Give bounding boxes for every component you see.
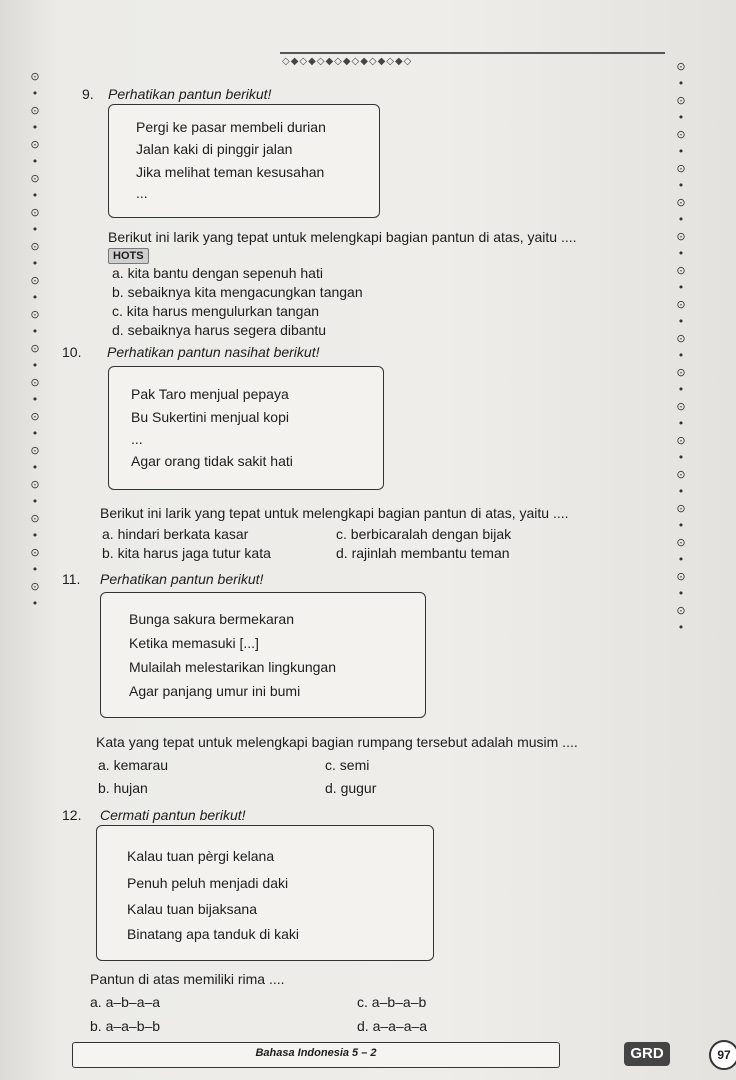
- q9-question: Berikut ini larik yang tepat untuk melengkapi bagian pantun di atas, yaitu ....: [108, 229, 577, 245]
- q12-number: 12.: [62, 807, 82, 823]
- q10-option-c: c. berbicaralah dengan bijak: [336, 526, 512, 542]
- hots-badge: HOTS: [108, 248, 149, 264]
- q9-option-a: a. kita bantu dengan sepenuh hati: [112, 265, 323, 281]
- left-ornament-border: ⊙ • ⊙ • ⊙ • ⊙ • ⊙ • ⊙ • ⊙ • ⊙ • ⊙ • ⊙ • ⊙ • ⊙ • ⊙ • ⊙ • ⊙ • ⊙ •: [30, 70, 40, 610]
- q10-number: 10.: [62, 344, 82, 360]
- q12-line-3: Kalau tuan bijaksana: [127, 901, 257, 917]
- q10-line-4: Agar orang tidak sakit hati: [131, 453, 293, 469]
- q11-option-b: b. hujan: [98, 780, 148, 796]
- q10-question: Berikut ini larik yang tepat untuk melengkapi bagian pantun di atas, yaitu ....: [100, 505, 569, 521]
- q9-line-3: Jika melihat teman kesusahan: [136, 164, 325, 180]
- q11-line-2: Ketika memasuki [...]: [129, 635, 259, 651]
- q11-option-c: c. semi: [325, 757, 370, 773]
- top-divider: [280, 52, 665, 54]
- q10-option-a: a. hindari berkata kasar: [102, 526, 249, 542]
- q9-line-2: Jalan kaki di pinggir jalan: [136, 141, 293, 157]
- q9-option-d: d. sebaiknya harus segera dibantu: [112, 322, 327, 338]
- q12-option-b: b. a–a–b–b: [90, 1018, 161, 1034]
- right-ornament-border: ⊙ • ⊙ • ⊙ • ⊙ • ⊙ • ⊙ • ⊙ • ⊙ • ⊙ • ⊙ • ⊙ • ⊙ • ⊙ • ⊙ • ⊙ • ⊙ • ⊙ •: [676, 60, 686, 634]
- publisher-logo: GRD: [624, 1042, 670, 1066]
- q11-line-3: Mulailah melestarikan lingkungan: [129, 659, 337, 675]
- q9-number: 9.: [82, 86, 94, 102]
- top-ornament: ◇◆◇◆◇◆◇◆◇◆◇◆◇◆◇: [282, 56, 413, 67]
- q11-option-d: d. gugur: [325, 780, 377, 796]
- page-number: 97: [709, 1040, 736, 1070]
- q12-title: Cermati pantun berikut!: [100, 807, 246, 823]
- footer-subject: Bahasa Indonesia 5 – 2: [255, 1047, 377, 1059]
- q10-title: Perhatikan pantun nasihat berikut!: [107, 344, 320, 360]
- q10-option-d: d. rajinlah membantu teman: [336, 545, 510, 561]
- q11-line-4: Agar panjang umur ini bumi: [129, 683, 301, 699]
- q9-title: Perhatikan pantun berikut!: [108, 86, 272, 102]
- q11-question: Kata yang tepat untuk melengkapi bagian rumpang tersebut adalah musim ....: [96, 734, 578, 750]
- q12-option-a: a. a–b–a–a: [90, 994, 161, 1010]
- q12-option-d: d. a–a–a–a: [357, 1018, 428, 1034]
- q12-line-1: Kalau tuan pèrgi kelana: [127, 848, 275, 864]
- q10-option-b: b. kita harus jaga tutur kata: [102, 545, 271, 561]
- q11-line-1: Bunga sakura bermekaran: [129, 611, 294, 627]
- q10-line-1: Pak Taro menjual pepaya: [131, 386, 289, 402]
- q11-option-a: a. kemarau: [98, 757, 169, 773]
- q10-line-2: Bu Sukertini menjual kopi: [131, 409, 289, 425]
- q10-line-3: ...: [131, 431, 143, 447]
- q11-title: Perhatikan pantun berikut!: [100, 571, 264, 587]
- q9-option-c: c. kita harus mengulurkan tangan: [112, 303, 320, 319]
- q9-line-4: ...: [136, 185, 148, 201]
- q9-line-1: Pergi ke pasar membeli durian: [136, 119, 326, 135]
- q12-option-c: c. a–b–a–b: [357, 994, 427, 1010]
- footer-bar: [72, 1042, 560, 1068]
- q9-option-b: b. sebaiknya kita mengacungkan tangan: [112, 284, 363, 300]
- q12-line-2: Penuh peluh menjadi daki: [127, 875, 289, 891]
- q11-number: 11.: [62, 571, 81, 587]
- q12-question: Pantun di atas memiliki rima ....: [90, 971, 285, 987]
- q12-line-4: Binatang apa tanduk di kaki: [127, 926, 300, 942]
- q10-pantun-box: [108, 366, 384, 490]
